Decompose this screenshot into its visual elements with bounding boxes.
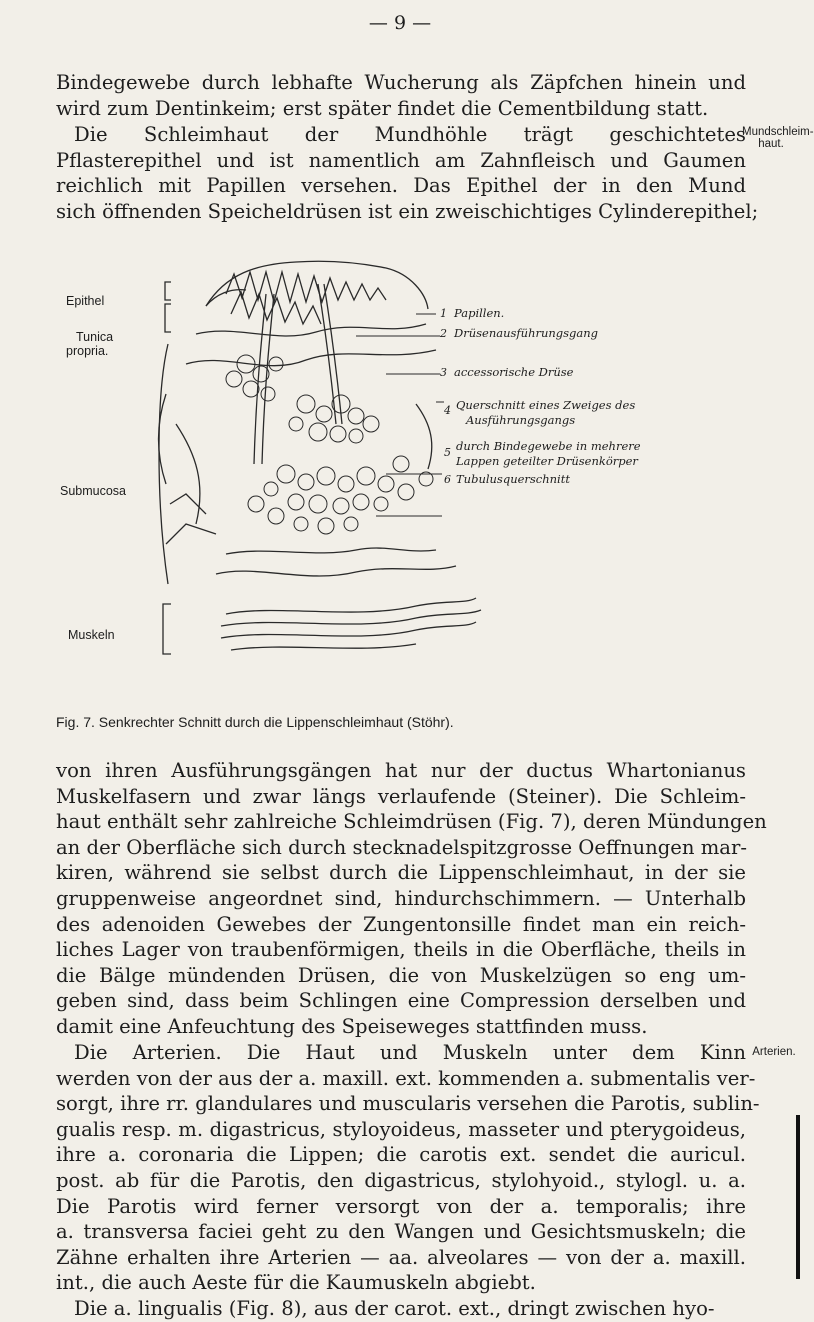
paragraph-3 — [56, 758, 767, 1040]
text-line: an der Oberfläche sich durch stecknadelspitzgrosse Oeffnungen mar- — [56, 835, 747, 859]
label-submucosa: Submucosa — [60, 484, 127, 498]
legend-text — [456, 398, 635, 428]
text-line: Pflasterepithel und ist namentlich am Zahnfleisch und Gaumen — [56, 148, 746, 172]
text-line: Die Schleimhaut der Mundhöhle trägt geschichtetes — [74, 123, 746, 146]
page-number: — 9 — — [368, 12, 432, 34]
text-line: von ihren Ausführungsgängen hat nur der ductus Whartonianus — [56, 759, 746, 782]
text-line: kiren, während sie selbst durch die Lippenschleimhaut, in der sie — [56, 861, 746, 885]
text-line: gruppenweise angeordnet sind, hindurchschimmern. — Unterhalb — [56, 886, 746, 910]
text-line: ihre a. coronaria die Lippen; die carotis ext. sendet die auricul. — [56, 1143, 746, 1167]
paragraph-1 — [56, 70, 746, 121]
label-tunica: Tunica — [76, 330, 114, 344]
legend-number: 3 — [440, 366, 447, 379]
text-line: geben sind, dass beim Schlingen eine Compression derselben und — [56, 989, 746, 1013]
figure-caption: Fig. 7. Senkrechter Schnitt durch die Lippenschleimhaut (Stöhr). — [56, 714, 454, 730]
legend-line: Lappen geteilter Drüsenkörper — [456, 454, 638, 468]
scan-edge-mark — [796, 1115, 800, 1279]
legend-line: durch Bindegewebe in mehrere — [456, 439, 641, 453]
text-line: des adenoiden Gewebes der Zungentonsille findet man ein reich- — [56, 912, 746, 936]
text-line: sorgt, ihre rr. glandulares und muscularis versehen die Parotis, sublin- — [56, 1092, 760, 1116]
legend-number: 2 — [440, 327, 447, 340]
text-line: sich öffnenden Speicheldrüsen ist ein zweischichtiges Cylinderepithel; — [56, 199, 759, 223]
lip-mucosa-section-illustration — [56, 254, 696, 694]
legend-number: 6 — [444, 473, 451, 486]
text-line: int., die auch Aeste für die Kaumuskeln abgiebt. — [56, 1271, 536, 1295]
margin-note-line: Mundschleim- — [742, 126, 814, 138]
legend-text — [456, 439, 641, 469]
label-muskeln: Muskeln — [68, 628, 115, 642]
text-line: die Bälge mündenden Drüsen, die von Muskelzügen so eng um- — [56, 963, 746, 987]
text-line: liches Lager von traubenförmigen, theils in die Oberfläche, theils in — [56, 938, 746, 962]
legend-text: Tubulusquerschnitt — [456, 472, 570, 486]
legend-text: Papillen. — [454, 306, 505, 320]
text-line: werden von der aus der a. maxill. ext. kommenden a. submentalis ver- — [56, 1066, 756, 1090]
paragraph-2 — [56, 122, 759, 224]
paragraph-4 — [56, 1040, 760, 1322]
margin-note-line: haut. — [758, 138, 784, 150]
text-line: Muskelfasern und zwar längs verlaufende (Steiner). Die Schleim- — [56, 784, 746, 808]
text-line: Bindegewebe durch lebhafte Wucherung als Zäpfchen hinein und — [56, 71, 746, 94]
text-line: reichlich mit Papillen versehen. Das Epithel der in den Mund — [56, 174, 746, 198]
legend-number: 5 — [444, 446, 451, 459]
legend-line: Querschnitt eines Zweiges des — [456, 398, 636, 412]
text-line: wird zum Dentinkeim; erst später findet die Cementbildung statt. — [56, 96, 709, 120]
margin-note-arterien: Arterien. — [752, 1046, 796, 1058]
text-line: gualis resp. m. digastricus, styloyoideus, masseter und pterygoideus, — [56, 1117, 746, 1141]
text-line: haut enthält sehr zahlreiche Schleimdrüsen (Fig. 7), deren Mündungen — [56, 810, 767, 834]
text-line: a. transversa faciei geht zu den Wangen und Gesichtsmuskeln; die — [56, 1220, 746, 1244]
text-line: Zähne erhalten ihre Arterien — aa. alveolares — von der a. maxill. — [56, 1245, 746, 1269]
legend-text: accessorische Drüse — [454, 365, 574, 379]
legend-number: 1 — [440, 307, 447, 320]
legend-line: Ausführungsgangs — [466, 413, 576, 427]
text-line: Die Parotis wird ferner versorgt von der a. temporalis; ihre — [56, 1194, 746, 1218]
label-propria: propria. — [66, 344, 109, 358]
text-line: Die a. lingualis (Fig. 8), aus der carot. ext., dringt zwischen hyo- — [74, 1296, 715, 1320]
text-line: damit eine Anfeuchtung des Speiseweges stattfinden muss. — [56, 1014, 648, 1038]
text-line: post. ab für die Parotis, den digastricus, stylohyoid., stylogl. u. a. — [56, 1168, 746, 1192]
text-line: Die Arterien. Die Haut und Muskeln unter dem Kinn — [74, 1041, 746, 1064]
legend-number: 4 — [444, 404, 451, 417]
label-epithel: Epithel — [66, 294, 105, 308]
margin-note-mundschleimhaut — [742, 126, 814, 150]
legend-text: Drüsenausführungsgang — [454, 326, 599, 340]
